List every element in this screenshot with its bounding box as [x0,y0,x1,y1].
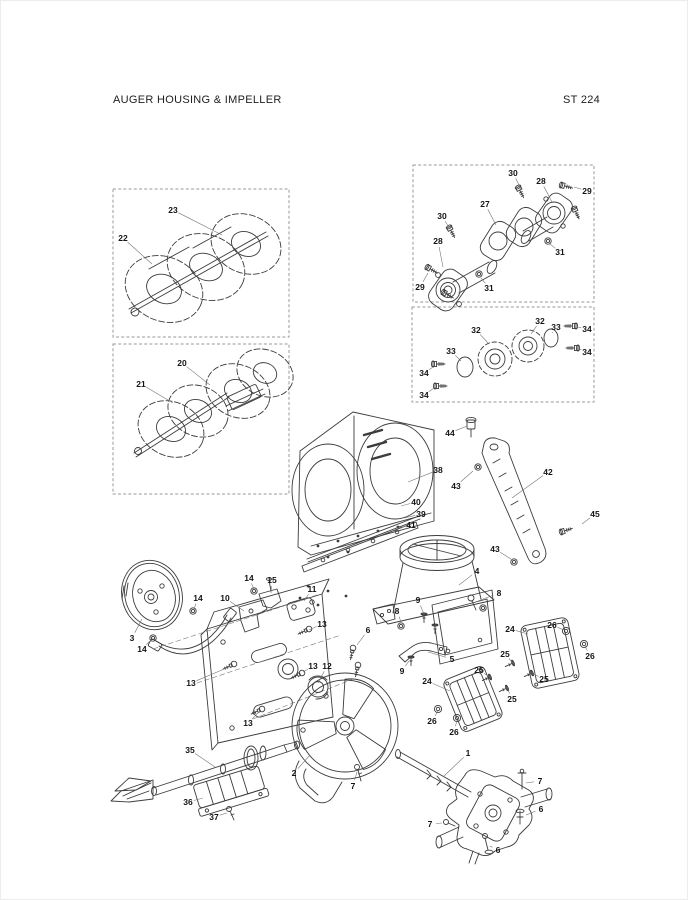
auger-spirals-22-23 [114,203,290,335]
skid-plate-center-24 [442,665,504,733]
part-number-label: 8 [394,606,400,616]
leader-line [531,326,537,334]
leader-line [309,627,317,631]
part-number-label: 38 [433,465,443,475]
part-number-label: 10 [220,593,230,603]
part-number-label: 36 [183,797,193,807]
leader-line [552,332,553,333]
leader-line [526,782,534,783]
leader-line [355,772,357,780]
leader-line [195,753,215,767]
part-number-label: 35 [185,745,195,755]
leader-line [439,247,443,267]
part-number-label: 45 [590,509,600,519]
part-number-labels [118,168,600,855]
leader-line [357,635,365,645]
leader-line [500,552,511,559]
part-number-label: 24 [422,676,432,686]
part-number-label: 43 [490,544,500,554]
part-number-label: 32 [535,316,545,326]
plate-hardware-25-26 [434,627,587,721]
part-number-label: 44 [445,428,455,438]
leader-line [401,504,410,507]
part-number-label: 13 [308,661,318,671]
part-number-label: 25 [474,665,484,675]
leader-line [490,846,493,847]
part-number-label: 27 [480,199,490,209]
part-number-label: 8 [496,588,502,598]
shear-bracket-36 [191,765,269,817]
part-number-label: 13 [243,718,253,728]
part-number-label: 34 [582,347,592,357]
leader-line [512,476,543,499]
part-number-label: 31 [555,247,565,257]
part-number-label: 7 [350,781,356,791]
leader-line [582,518,590,524]
chute-base-4 [373,536,498,665]
part-number-label: 24 [505,624,515,634]
sprocket-assembly-32-34 [431,323,579,389]
impeller-2 [292,673,398,803]
part-number-label: 6 [365,625,371,635]
part-number-label: 34 [419,390,429,400]
detail-boxes [113,165,594,494]
part-number-label: 26 [449,727,459,737]
part-number-label: 22 [118,233,128,243]
part-number-label: 26 [547,620,557,630]
part-number-label: 7 [537,776,543,786]
part-number-label: 42 [543,467,553,477]
part-number-label: 3 [129,633,135,643]
auger-housing-38 [292,412,434,555]
leader-lines [128,178,591,847]
part-number-label: 32 [471,325,481,335]
box-auger-set-left [113,344,289,494]
leader-line [187,367,210,385]
leader-line [194,798,203,801]
leader-line [455,355,461,361]
leader-line [405,661,409,666]
part-number-label: 30 [437,211,447,221]
part-number-label: 39 [416,509,426,519]
part-number-label: 29 [415,282,425,292]
gearbox [436,769,552,864]
part-number-label: 34 [582,324,592,334]
leader-line [271,586,272,593]
part-number-label: 13 [317,619,327,629]
parts-diagram [1,1,688,900]
part-number-label: 7 [427,819,433,829]
auger-spirals-20-21 [129,340,301,467]
part-number-label: 33 [551,322,561,332]
leader-line [484,673,488,676]
part-number-label: 20 [177,358,187,368]
support-arm-42 [466,417,573,565]
leader-line [516,631,528,634]
part-number-label: 25 [500,649,510,659]
leader-line [488,209,496,225]
leader-line [178,213,222,235]
part-number-label: 28 [433,236,443,246]
part-number-label: 2 [291,768,297,778]
leader-line [574,187,581,189]
page-title: AUGER HOUSING & IMPELLER [113,94,282,106]
part-number-label: 15 [267,575,277,585]
leader-line [459,575,472,585]
part-number-label: 43 [451,481,461,491]
part-number-label: 33 [446,346,456,356]
drive-shaft-1 [396,750,472,798]
part-number-label: 31 [484,283,494,293]
part-number-label: 4 [474,566,480,576]
part-number-label: 25 [507,694,517,704]
part-number-label: 14 [193,593,203,603]
leader-line [220,813,227,815]
part-number-label: 30 [508,168,518,178]
leader-line [436,823,442,824]
part-number-label: 9 [399,666,405,676]
leader-line [443,757,464,777]
part-number-label: 6 [495,845,501,855]
leader-line [456,426,468,431]
part-number-label: 9 [415,595,421,605]
part-number-label: 5 [449,654,455,664]
part-number-label: 21 [136,379,146,389]
leader-line [146,387,173,403]
part-number-label: 13 [186,678,196,688]
part-number-label: 14 [244,573,254,583]
line-art [111,182,588,864]
leader-line [128,242,153,264]
part-number-label: 37 [209,812,219,822]
part-number-label: 34 [419,368,429,378]
leader-line [429,367,433,370]
part-number-label: 41 [406,520,416,530]
leader-line [429,388,434,392]
part-number-label: 11 [307,584,317,594]
part-number-label: 26 [585,651,595,661]
part-number-label: 23 [168,205,178,215]
part-number-label: 29 [582,186,592,196]
leader-line [480,334,489,344]
part-number-label: 1 [465,748,471,758]
box-auger-set-right [113,189,289,337]
leader-line [298,755,310,769]
chute-clamp-5 [348,595,486,677]
box-sprocket-assembly [412,307,594,402]
model-number: ST 224 [563,94,601,106]
leader-line [423,273,428,282]
part-number-label: 40 [411,497,421,507]
part-number-label: 26 [427,716,437,726]
leader-line [461,471,474,482]
part-number-label: 25 [539,674,549,684]
part-number-label: 14 [137,644,147,654]
part-number-label: 6 [538,804,544,814]
auger-shaft-35 [111,741,300,802]
part-number-label: 12 [322,661,332,671]
part-number-label: 28 [536,176,546,186]
